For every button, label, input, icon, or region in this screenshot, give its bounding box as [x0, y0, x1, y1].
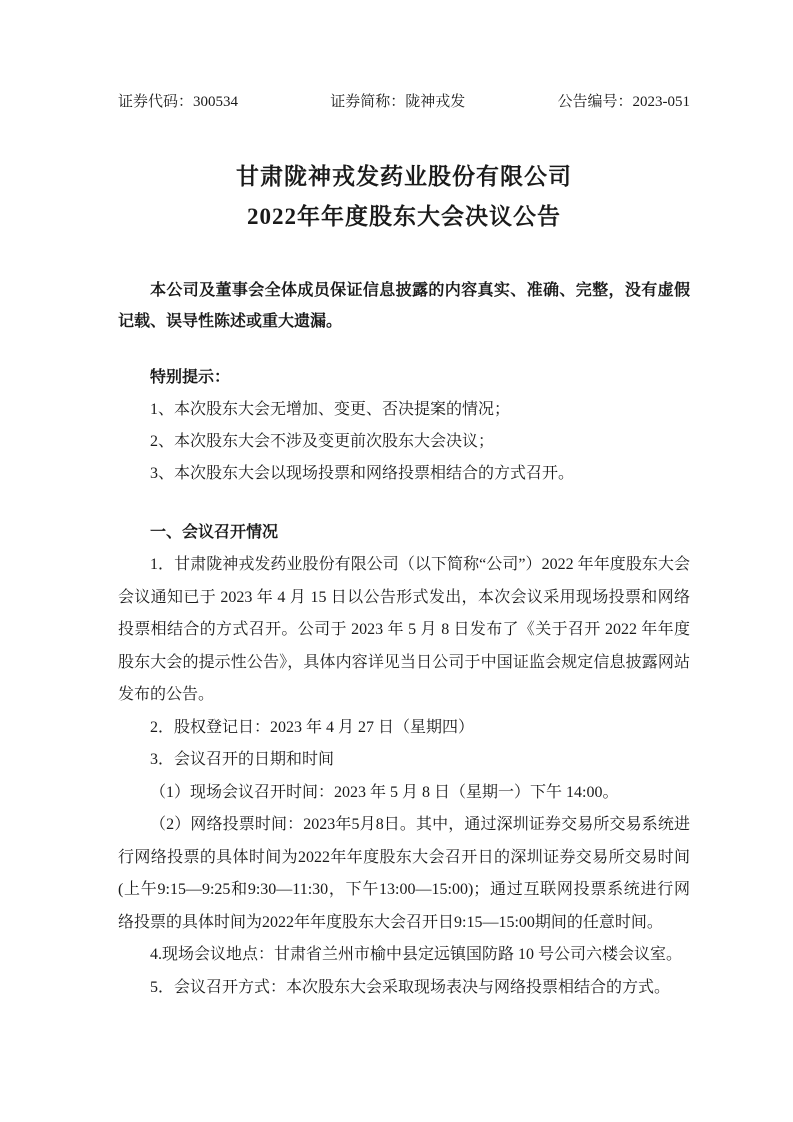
document-title [118, 157, 690, 237]
document-header-row [118, 92, 690, 112]
paragraph-meeting-notice: 1．甘肃陇神戎发药业股份有限公司（以下简称“公司”）2022 年年度股东大会会议通知已于 2023 年 4 月 15 日以公告形式发出，本次会议采用现场投票和网络投票相结合的方式召开。公司于 2023 年 5 月 8 日发布了《关于召开 2022 年年度股东大会的提示性公告》，具体内容详见当日公司于中国证监会规定信息披露网站发布的公告。 [118, 556, 690, 703]
special-notice-item-1: 1、本次股东大会无增加、变更、否决提案的情况； [150, 401, 511, 418]
paragraph-meeting-location: 4.现场会议地点：甘肃省兰州市榆中县定远镇国防路 10 号公司六楼会议室。 [150, 946, 683, 963]
special-notice-heading: 特别提示： [150, 369, 231, 386]
paragraph-meeting-datetime: 3．会议召开的日期和时间 [150, 751, 335, 768]
announcement-number: 公告编号：2023-051 [557, 94, 690, 110]
stock-code: 证券代码：300534 [118, 94, 239, 110]
disclaimer-statement: 本公司及董事会全体成员保证信息披露的内容真实、准确、完整，没有虚假记载、误导性陈述或重大遗漏。 [118, 282, 690, 330]
paragraph-onsite-meeting-time: （1）现场会议召开时间：2023 年 5 月 8 日（星期一）下午 14:00。 [150, 783, 619, 801]
special-notice-item-2: 2、本次股东大会不涉及变更前次股东大会决议； [150, 433, 495, 450]
section-heading-meeting-convening: 一、会议召开情况 [150, 524, 279, 541]
stock-short-name: 证券简称：陇神戎发 [330, 94, 466, 110]
paragraph-record-date: 2．股权登记日：2023 年 4 月 27 日（星期四） [150, 718, 475, 736]
document-title-line1: 甘肃陇神戎发药业股份有限公司 [236, 164, 572, 189]
paragraph-online-voting-time: （2）网络投票时间：2023年5月8日。其中，通过深圳证券交易所交易系统进行网络投票的具体时间为2022年年度股东大会召开日的深圳证券交易所交易时间(上午9:15—9:25和9:30—11:30，下午13:00—15:00)；通过互联网投票系统进行网络投票的具体时间为2022年年度股东大会召开日9:15—15:00期间的任意时间。 [118, 816, 690, 931]
paragraph-meeting-method: 5．会议召开方式：本次股东大会采取现场表决与网络投票相结合的方式。 [150, 978, 671, 996]
document-title-line2: 2022年年度股东大会决议公告 [247, 204, 561, 229]
special-notice-item-3: 3、本次股东大会以现场投票和网络投票相结合的方式召开。 [150, 465, 575, 482]
